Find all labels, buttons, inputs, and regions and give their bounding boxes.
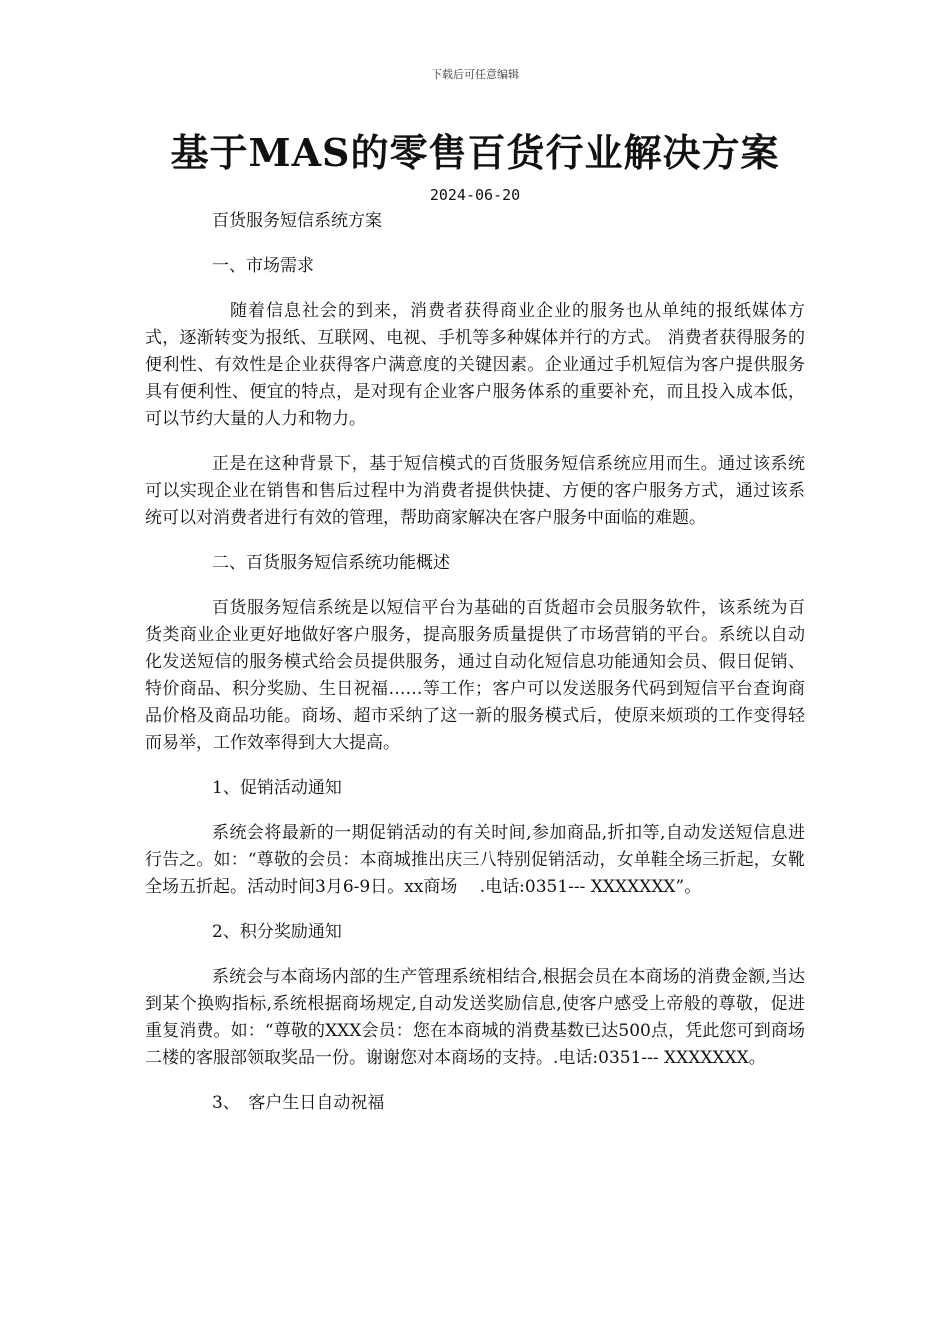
header-note: 下载后可任意编辑 [431, 68, 519, 81]
document-body [145, 208, 805, 1135]
section-heading-function-overview: 二、百货服务短信系统功能概述 [212, 553, 450, 573]
subheading-points-reward: 2、积分奖励通知 [212, 922, 342, 942]
document-date: 2024-06-20 [429, 186, 521, 204]
section-heading-market-demand: 一、市场需求 [212, 256, 314, 276]
paragraph-promotion-notice: 系统会将最新的一期促销活动的有关时间,参加商品,折扣等,自动发送短信息进行告之。如：“尊敬的会员：本商城推出庆三八特别促销活动，女单鞋全场三折起，女靴全场五折起。活动时间3月6-9日。xx商场 .电话:0351--- XXXXXXX”。 [145, 823, 805, 897]
paragraph-points-reward: 系统会与本商场内部的生产管理系统相结合,根据会员在本商场的消费金额,当达到某个换购指标,系统根据商场规定,自动发送奖励信息,使客户感受上帝般的尊敬，促进重复消费。如：“尊敬的XXX会员：您在本商城的消费基数已达500点，凭此您可到商场二楼的客服部领取奖品一份。谢谢您对本商场的支持。.电话:0351--- XXXXXXX。 [145, 967, 805, 1068]
document-title: 基于MAS的零售百货行业解决方案 [170, 130, 780, 175]
paragraph-background: 正是在这种背景下，基于短信模式的百货服务短信系统应用而生。通过该系统可以实现企业在销售和售后过程中为消费者提供快捷、方便的客户服务方式，通过该系统可以对消费者进行有效的管理，帮助商家解决在客户服务中面临的难题。 [145, 454, 805, 528]
subheading-promotion-notice: 1、促销活动通知 [212, 778, 342, 798]
paragraph-market-demand: 随着信息社会的到来，消费者获得商业企业的服务也从单纯的报纸媒体方式，逐渐转变为报纸、互联网、电视、手机等多种媒体并行的方式。 消费者获得服务的便利性、有效性是企业获得客户满意度的关键因素。企业通过手机短信为客户提供服务具有便利性、便宜的特点，是对现有企业客户服务体系的重要补充，而且投入成本低，可以节约大量的人力和物力。 [145, 301, 805, 429]
paragraph-function-overview: 百货服务短信系统是以短信平台为基础的百货超市会员服务软件，该系统为百货类商业企业更好地做好客户服务，提高服务质量提供了市场营销的平台。系统以自动化发送短信的服务模式给会员提供服务，通过自动化短信息功能通知会员、假日促销、特价商品、积分奖励、生日祝福……等工作；客户可以发送服务代码到短信平台查询商品价格及商品功能。商场、超市采纳了这一新的服务模式后，使原来烦琐的工作变得轻而易举，工作效率得到大大提高。 [145, 598, 805, 753]
section-subtitle: 百货服务短信系统方案 [212, 211, 382, 231]
subheading-birthday-greeting: 3、 客户生日自动祝福 [212, 1093, 385, 1113]
